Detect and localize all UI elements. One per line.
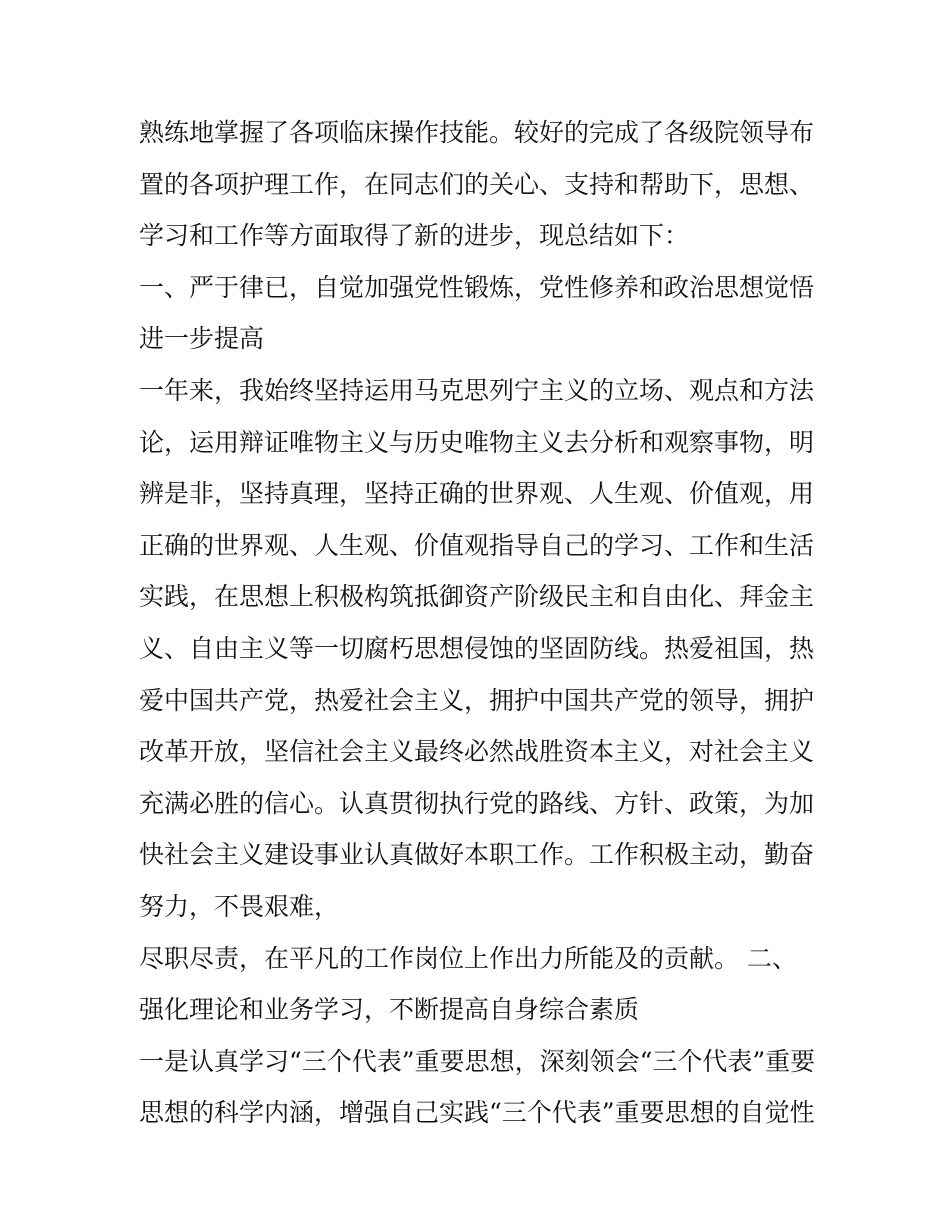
text-line: 思想的科学内涵，增强自己实践“三个代表”重要思想的自觉性	[139, 1098, 815, 1128]
text-line: 熟练地掌握了各项临床操作技能。较好的完成了各级院领导布	[139, 118, 815, 147]
text-line: 一是认真学习“三个代表”重要思想，深刻领会“三个代表”重要	[139, 1046, 816, 1076]
text-line: 努力，不畏艰难，	[139, 891, 340, 921]
text-line: 置的各项护理工作，在同志们的关心、支持和帮助下，思想、	[139, 169, 815, 199]
text-line: 爱中国共产党，热爱社会主义，拥护中国共产党的领导，拥护	[139, 685, 815, 715]
text-line: 快社会主义建设事业认真做好本职工作。工作积极主动，勤奋	[139, 840, 815, 870]
section-heading-line: 进一步提高	[139, 324, 265, 354]
text-line: 义、自由主义等一切腐朽思想侵蚀的坚固防线。热爱祖国，热	[139, 633, 815, 663]
text-line: 实践，在思想上积极构筑抵御资产阶级民主和自由化、拜金主	[139, 582, 815, 612]
text-line: 充满必胜的信心。认真贯彻执行党的路线、方针、政策，为加	[139, 788, 815, 818]
text-line: 改革开放，坚信社会主义最终必然战胜资本主义，对社会主义	[139, 737, 815, 767]
text-line: 正确的世界观、人生观、价值观指导自己的学习、工作和生活	[139, 530, 815, 560]
section-heading-line: 一、严于律已，自觉加强党性锻炼，党性修养和政治思想觉悟	[139, 272, 815, 302]
section-heading-line: 强化理论和业务学习，不断提高自身综合素质	[139, 995, 640, 1025]
text-line: 论，运用辩证唯物主义与历史唯物主义去分析和观察事物，明	[139, 427, 815, 457]
text-line: 尽职尽责，在平凡的工作岗位上作出力所能及的贡献。 二、	[139, 943, 797, 973]
document-body-text	[139, 107, 819, 1139]
text-line: 一年来，我始终坚持运用马克思列宁主义的立场、观点和方法	[139, 375, 815, 405]
text-line: 辨是非，坚持真理，坚持正确的世界观、人生观、价值观，用	[139, 479, 815, 509]
text-line: 学习和工作等方面取得了新的进步，现总结如下：	[139, 221, 690, 251]
